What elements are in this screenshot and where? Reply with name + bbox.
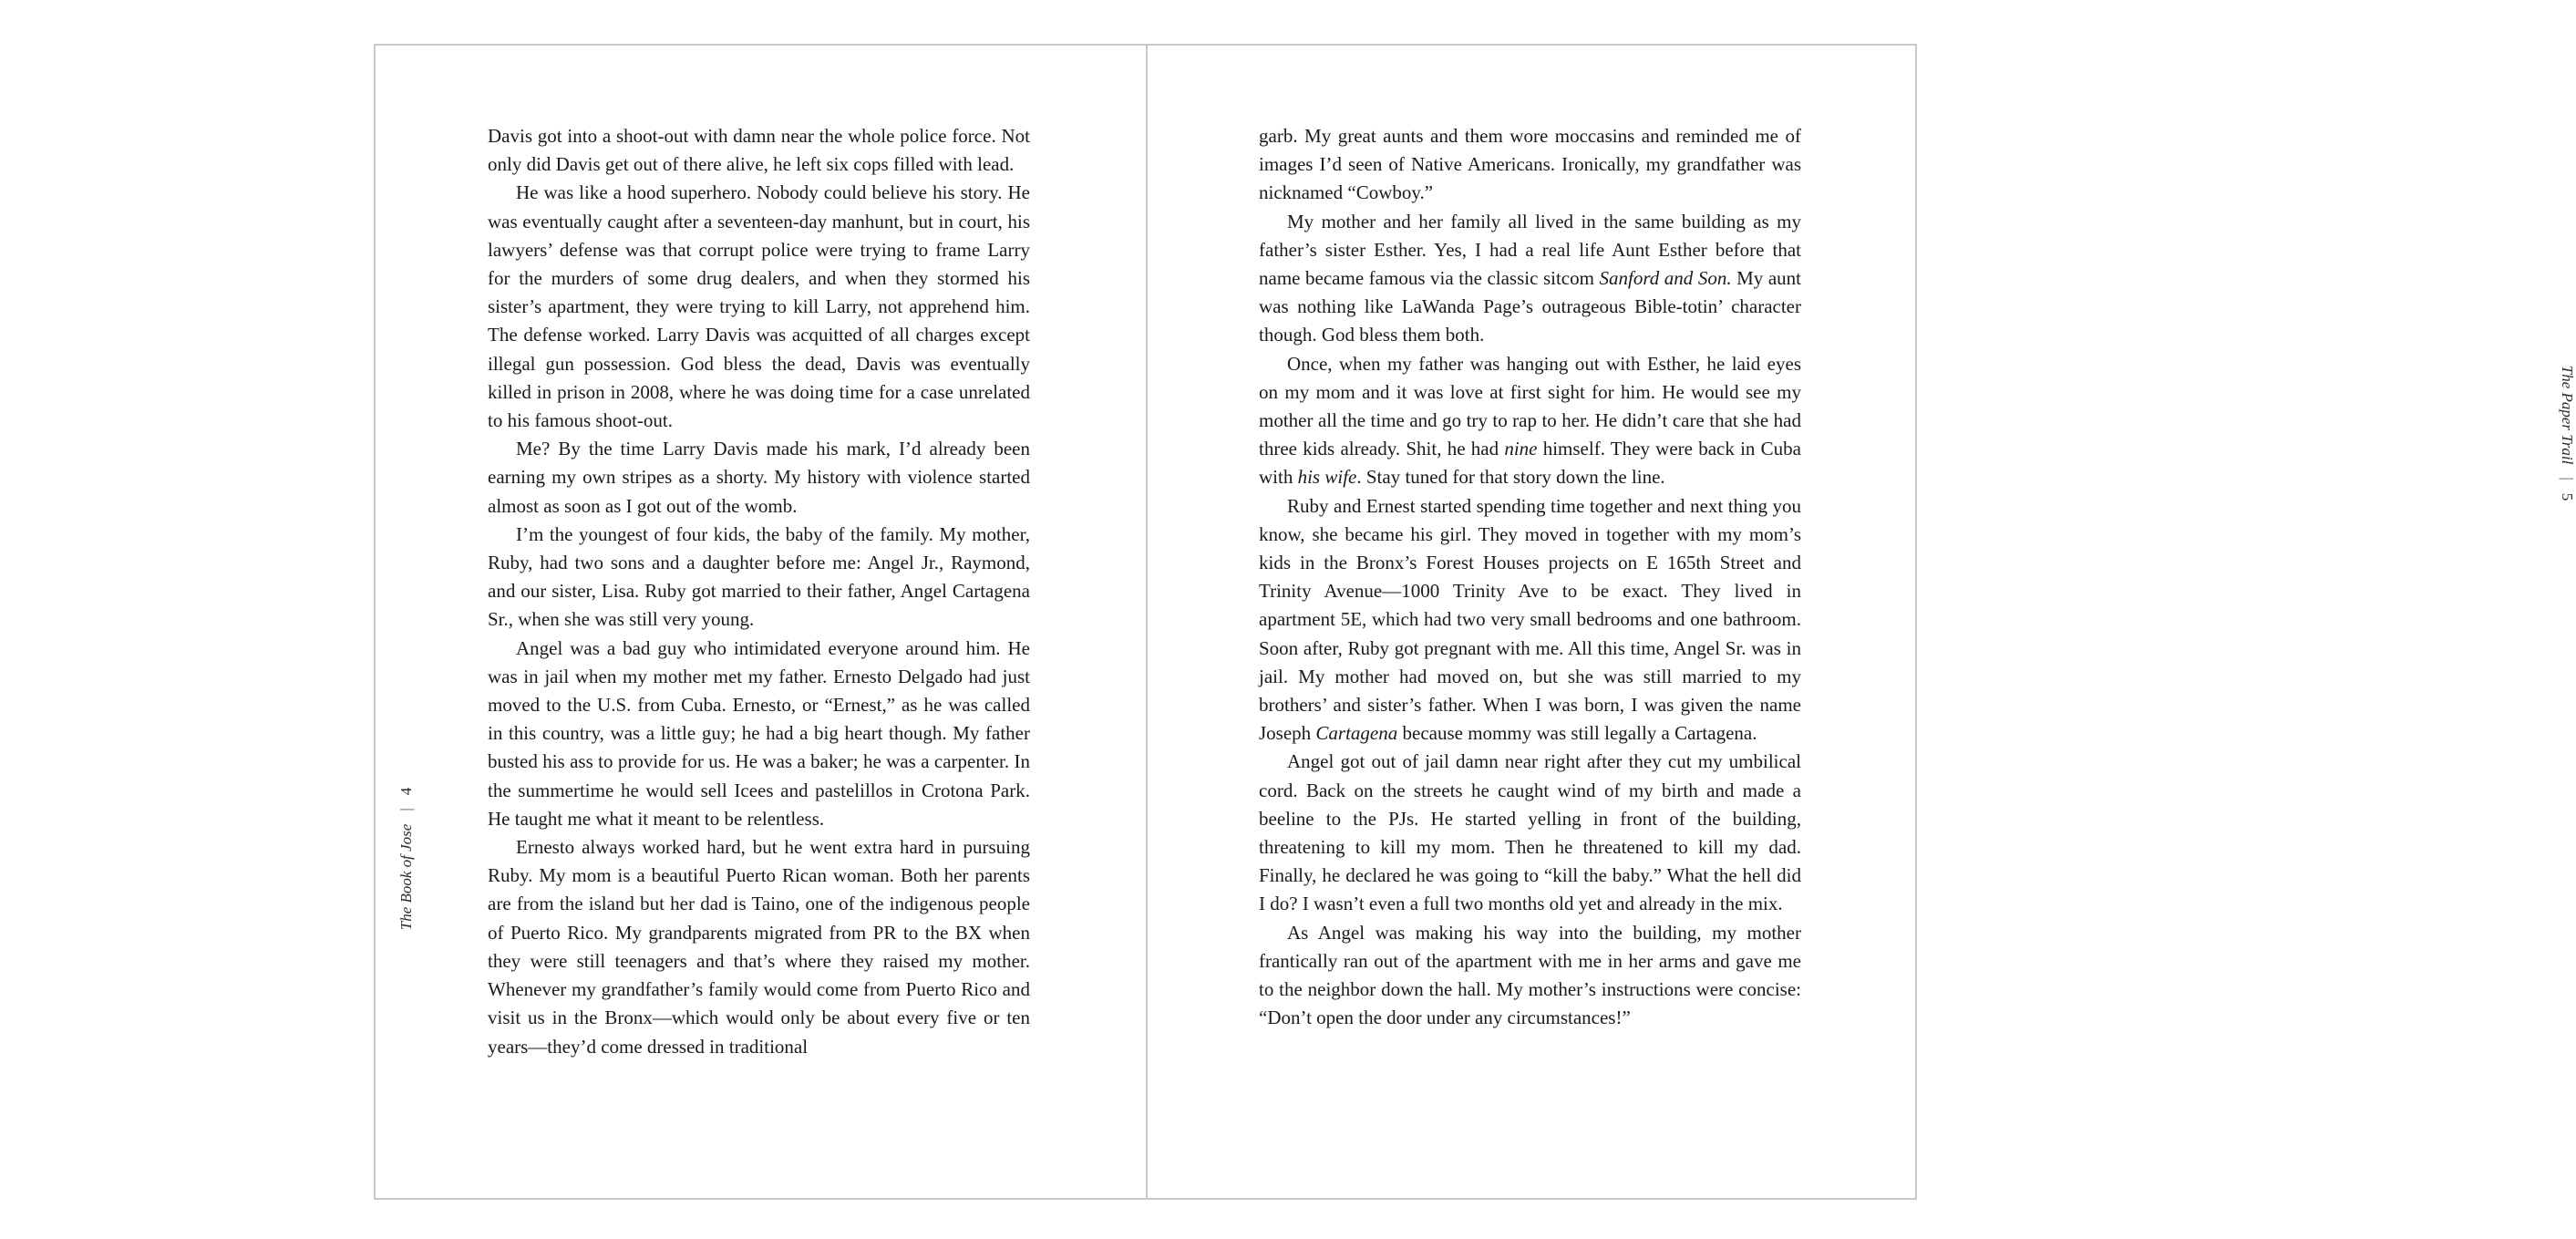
paragraph: Me? By the time Larry Davis made his mark, I’d already been earning my own stripes as a shorty. My history with violence started almost as soon as I got out of the womb. [488,438,1030,517]
paragraph: I’m the youngest of four kids, the baby of the family. My mother, Ruby, had two sons and a daughter before me: Angel Jr., Raymond, and our sister, Lisa. Ruby got married to their father, Angel Cartagena Sr., when she was still very young. [488,522,1030,631]
page-number: 4 [397,787,415,796]
folio-divider: | [2559,477,2576,480]
paragraph: He was like a hood superhero. Nobody could believe his story. He was eventually caught after a seventeen-day manhunt, but in court, his lawyers’ defense was that corrupt police were trying to frame Larry for the murders of some drug dealers, and when they stormed his sister’s apartment, they were trying to kill Larry, not apprehend him. The defense worked. Larry Davis was acquitted of all charges except illegal gun possession. God bless the dead, Davis was eventually killed in prison in 2008, where he was doing time for a case unrelated to his famous shoot-out. [488,181,1030,432]
paragraph: My mother and her family all lived in the same building as my father’s sister Esther. Yes, I had a real life Aunt Esther before that name became famous via the classic sitcom Sanford and Son. My aunt was nothing like LaWanda Page’s outrageous Bible-totin’ character though. God bless them both. [1259,210,1802,346]
paragraph: Once, when my father was hanging out with Esther, he laid eyes on my mom and it was love at first sight for him. He would see my mother all the time and go try to rap to her. He didn’t care that she had three kids already. Shit, he had nine himself. They were back in Cuba with his wife. Stay tuned for that story down the line. [1259,352,1801,489]
paragraph: As Angel was making his way into the building, my mother frantically ran out of the apartment with me in her arms and gave me to the neighbor down the hall. My mother’s instructions were concise: “Don’t open the door under any circumstances!” [1259,921,1801,1029]
left-page [376,46,1148,1198]
book-spread [374,44,2576,1200]
right-folio [2558,351,2576,515]
paragraph: Ruby and Ernest started spending time together and next thing you know, she became his girl. They moved in together with my mom’s kids in the Bronx’s Forest Houses projects on E 165th Street and Trinity Avenue—1000 Trinity Ave to be exact. They lived in apartment 5E, which had two very small bedrooms and one bathroom. Soon after, Ruby got pregnant with me. All this time, Angel Sr. was in jail. My mother had moved on, but she was still married to my brothers’ and sister’s father. When I was born, I was given the name Joseph Cartagena because mommy was still legally a Cartagena. [1259,494,1801,745]
paragraph: Angel got out of jail damn near right after they cut my umbilical cord. Back on the streets he caught wind of my birth and made a beeline to the PJs. He started yelling in front of the building, threatening to kill my mom. Then he threatened to kill my dad. Finally, he declared he was going to “kill the baby.” What the hell did I do? I wasn’t even a full two months old yet and already in the mix. [1259,750,1801,915]
paragraph: Angel was a bad guy who intimidated everyone around him. He was in jail when my mother met my father. Ernesto Delgado had just moved to the U.S. from Cuba. Ernesto, or “Ernest,” as he was called in this country, was a little guy; he had a big heart though. My father busted his ass to provide for us. He was a baker; he was a carpenter. In the summertime he would sell Icees and pastelillos in Crotona Park. He taught me what it meant to be relentless. [488,636,1030,830]
paragraph: Davis got into a shoot-out with damn near the whole police force. Not only did Davis get out of there alive, he left six cops filled with lead. [488,125,1030,176]
right-page [1146,46,2576,1198]
left-page-text [488,122,1030,1061]
paragraph: garb. My great aunts and them wore moccasins and reminded me of images I’d seen of Native Americans. Ironically, my grandfather was nicknamed “Cowboy.” [1259,125,1801,204]
right-page-text [1259,122,1801,1033]
page-number: 5 [2559,492,2576,501]
paragraph: Ernesto always worked hard, but he went extra hard in pursuing Ruby. My mom is a beautiful Puerto Rican woman. Both her parents are from the island but her dad is Taino, one of the indigenous people of Puerto Rico. My grandparents migrated from PR to the BX when they were still teenagers and that’s where they raised my mother. Whenever my grandfather’s family would come from Puerto Rico and visit us in the Bronx—which would only be about every five or ten years—they’d come dressed in traditional [488,836,1030,1058]
left-folio [397,777,416,941]
running-head: The Paper Trail [2559,365,2576,465]
folio-divider: | [397,808,415,811]
running-head: The Book of Jose [397,823,415,931]
